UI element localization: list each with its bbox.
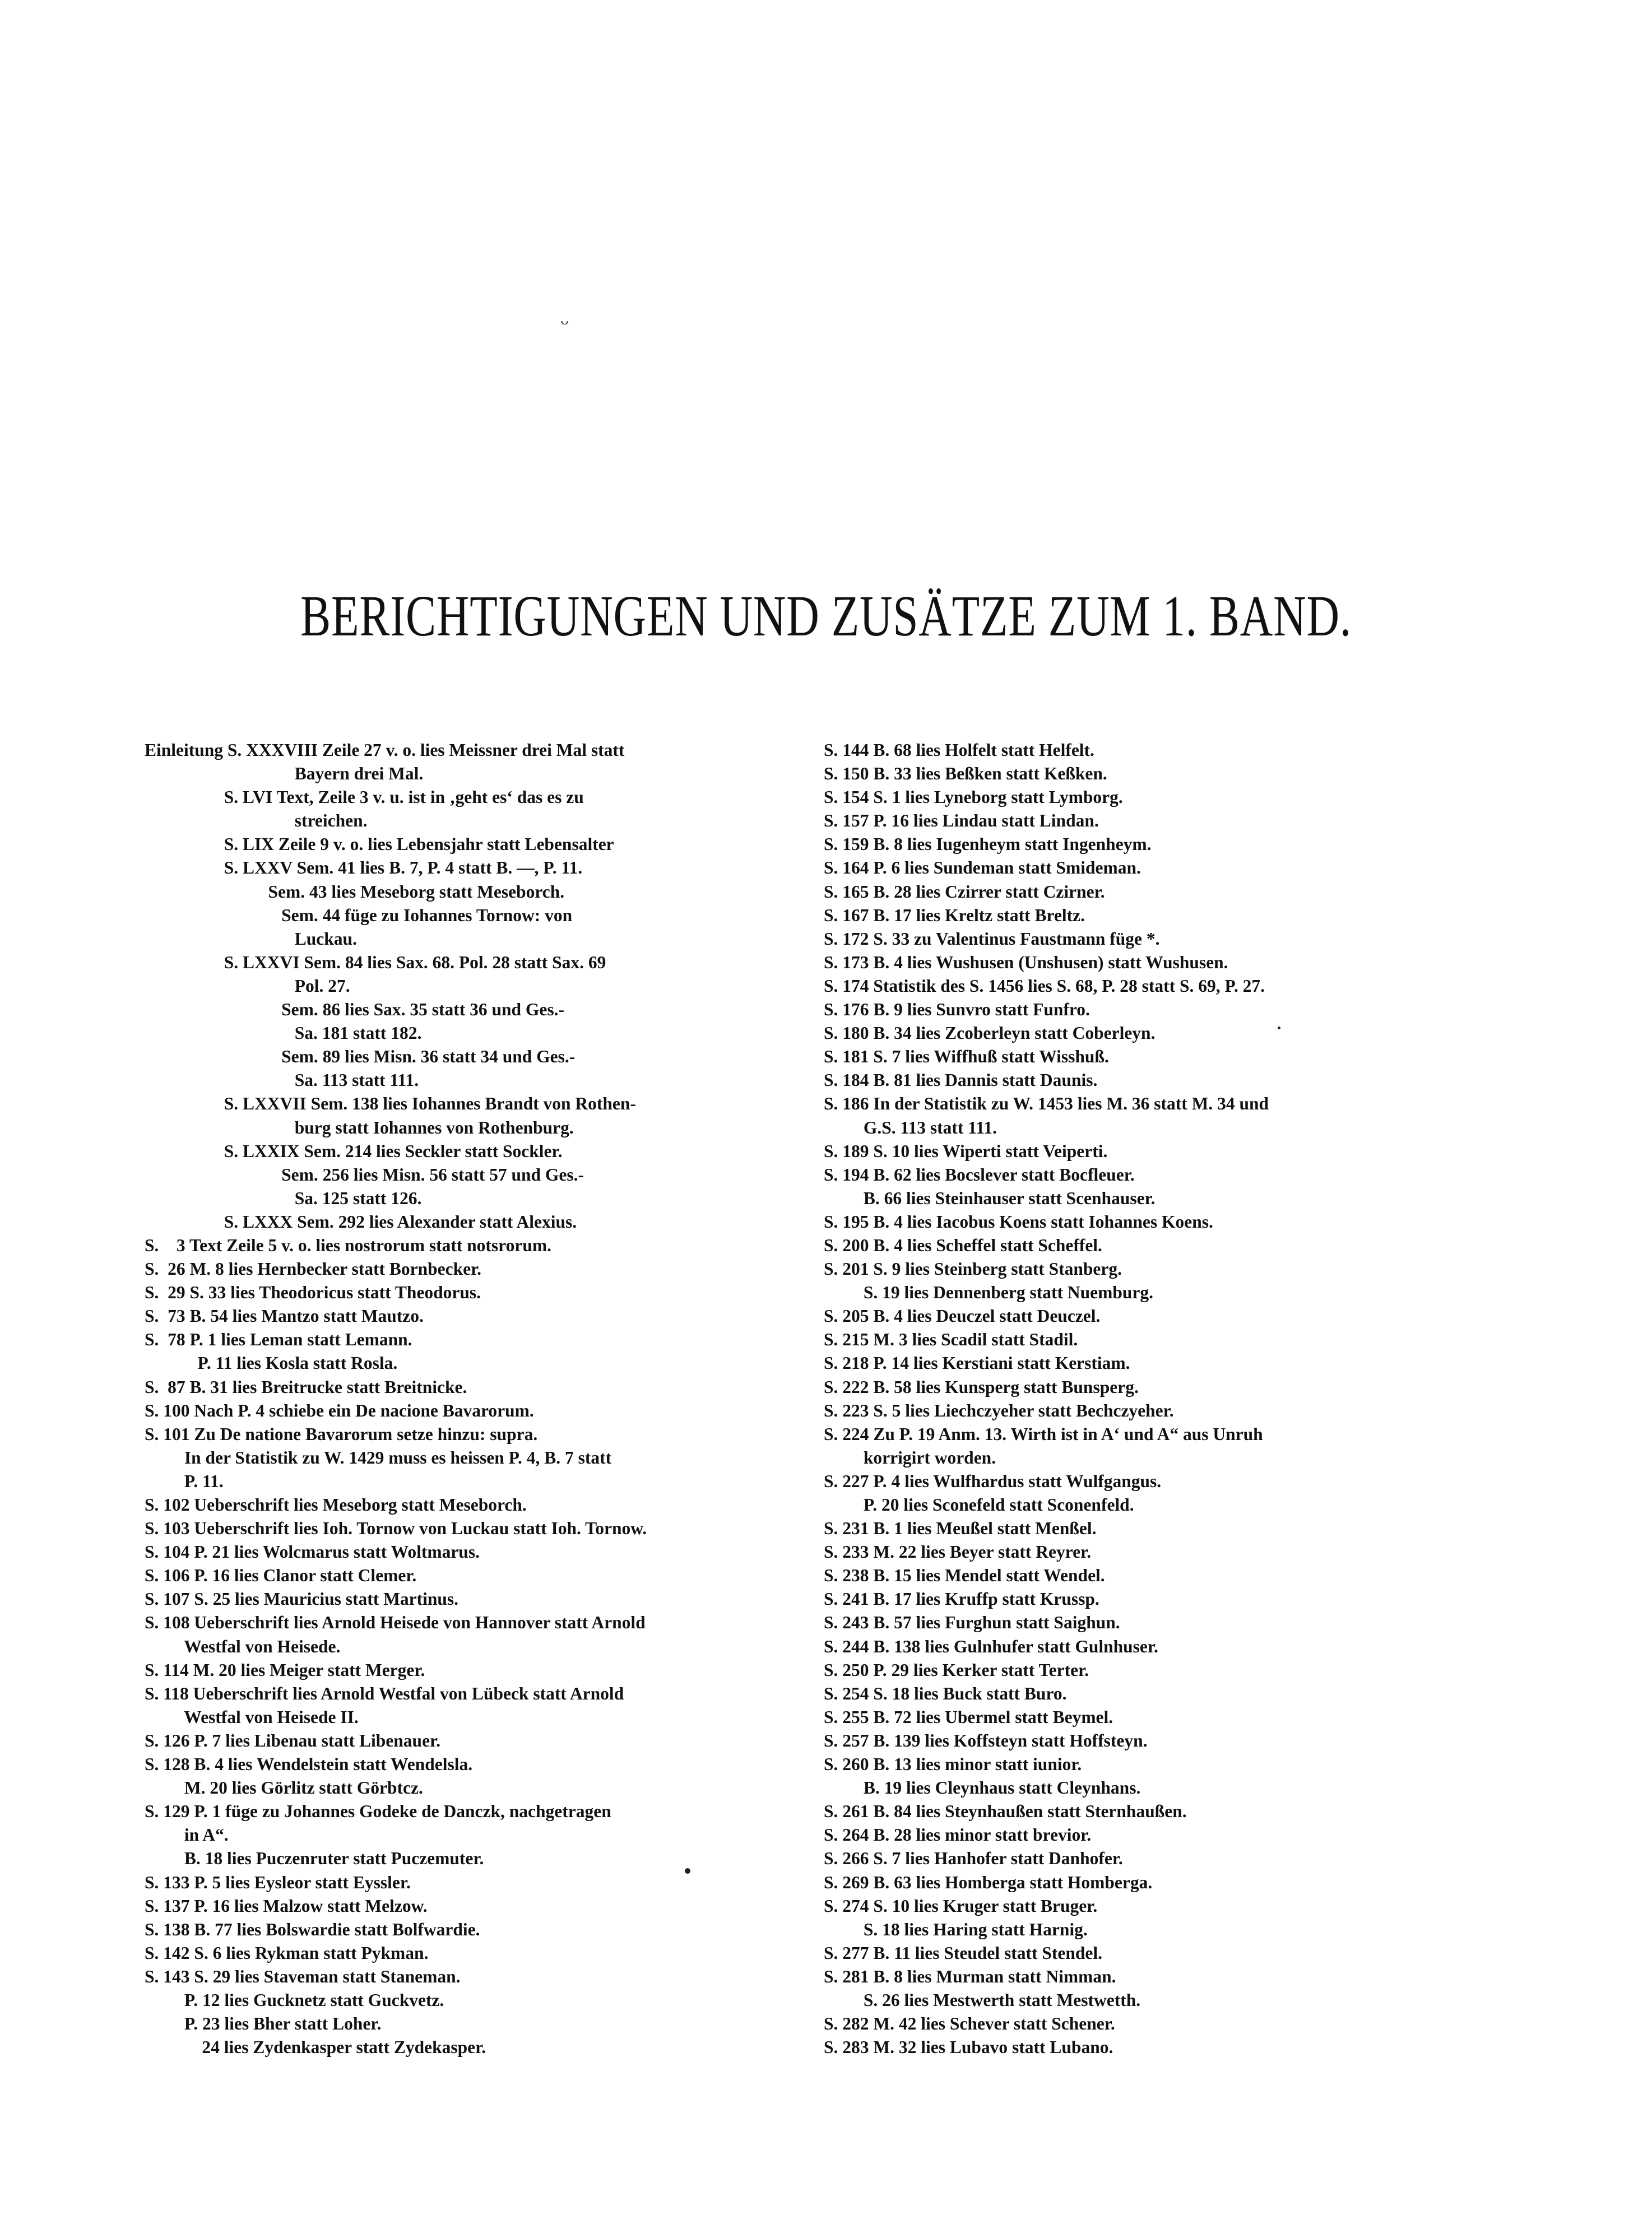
correction-line: B. 18 lies Puczenruter statt Puczemuter. [145,1849,484,1869]
correction-line: S. 78 P. 1 lies Leman statt Lemann. [145,1330,412,1350]
correction-line: S. 184 B. 81 lies Dannis statt Daunis. [824,1070,1098,1090]
correction-line: S. 227 P. 4 lies Wulfhardus statt Wulfgangus. [824,1471,1162,1491]
correction-line: S. 106 P. 16 lies Clanor statt Clemer. [145,1566,417,1586]
correction-line: S. 174 Statistik des S. 1456 lies S. 68, P. 28 statt S. 69, P. 27. [824,976,1265,996]
correction-line: S. 87 B. 31 lies Breitrucke statt Breitnicke. [145,1377,467,1397]
correction-line: In der Statistik zu W. 1429 muss es heissen P. 4, B. 7 statt [145,1447,612,1468]
correction-line: S. 283 M. 32 lies Lubavo statt Lubano. [824,2037,1113,2058]
correction-line: korrigirt worden. [824,1447,996,1468]
correction-line: P. 20 lies Sconefeld statt Sconenfeld. [824,1495,1134,1515]
correction-line: S. 186 In der Statistik zu W. 1453 lies M. 36 statt M. 34 und [824,1094,1269,1114]
correction-line: S. 266 S. 7 lies Hanhofer statt Danhofer. [824,1849,1123,1869]
correction-line: S. 224 Zu P. 19 Anm. 13. Wirth ist in A‘ und A“ aus Unruh [824,1424,1263,1444]
correction-line: Sa. 181 statt 182. [145,1023,422,1043]
correction-line: S. 118 Ueberschrift lies Arnold Westfal von Lübeck statt Arnold [145,1683,624,1703]
correction-line: S. 260 B. 13 lies minor statt iunior. [824,1754,1082,1775]
correction-line: S. 261 B. 84 lies Steynhaußen statt Sternhaußen. [824,1801,1187,1822]
correction-line: S. 222 B. 58 lies Kunsperg statt Bunsperg. [824,1377,1139,1397]
correction-line: S. 277 B. 11 lies Steudel statt Stendel. [824,1943,1103,1963]
correction-line: S. 102 Ueberschrift lies Meseborg statt Meseborch. [145,1495,527,1515]
correction-line: S. 157 P. 16 lies Lindau statt Lindan. [824,811,1099,831]
correction-line: S. 274 S. 10 lies Kruger statt Bruger. [824,1896,1098,1916]
correction-line: Einleitung S. XXXVIII Zeile 27 v. o. lies Meissner drei Mal statt [145,740,625,760]
correction-line: S. 200 B. 4 lies Scheffel statt Scheffel. [824,1235,1102,1255]
correction-line: S. 150 B. 33 lies Beßken statt Keßken. [824,764,1107,784]
correction-line: Pol. 27. [145,976,350,996]
correction-line: B. 66 lies Steinhauser statt Scenhauser. [824,1188,1156,1208]
correction-line: burg statt Iohannes von Rothenburg. [145,1117,574,1137]
correction-line: S. 138 B. 77 lies Bolswardie statt Bolfwardie. [145,1919,480,1939]
correction-line: S. 231 B. 1 lies Meußel statt Menßel. [824,1518,1097,1539]
correction-line: S. 181 S. 7 lies Wiffhuß statt Wisshuß. [824,1047,1109,1067]
correction-line: S. 137 P. 16 lies Malzow statt Melzow. [145,1896,428,1916]
correction-line: S. 100 Nach P. 4 schiebe ein De nacione Bavarorum. [145,1400,534,1420]
correction-line: S. 18 lies Haring statt Harnig. [824,1919,1088,1939]
correction-line: S. 233 M. 22 lies Beyer statt Reyrer. [824,1542,1092,1562]
correction-line: S. 164 P. 6 lies Sundeman statt Smideman. [824,858,1141,878]
correction-line: S. 195 B. 4 lies Iacobus Koens statt Iohannes Koens. [824,1211,1213,1232]
correction-line: S. 101 Zu De natione Bavarorum setze hinzu: supra. [145,1424,538,1444]
correction-line: M. 20 lies Görlitz statt Görbtcz. [145,1778,423,1798]
correction-line: S. 129 P. 1 füge zu Johannes Godeke de Danczk, nachgetragen [145,1801,611,1822]
correction-line: S. 128 B. 4 lies Wendelstein statt Wendelsla. [145,1754,473,1775]
correction-line: S. 107 S. 25 lies Mauricius statt Martinus. [145,1589,459,1609]
correction-line: S. 172 S. 33 zu Valentinus Faustmann füge *. [824,928,1160,949]
correction-line: S. 215 M. 3 lies Scadil statt Stadil. [824,1330,1078,1350]
correction-line: S. 176 B. 9 lies Sunvro statt Funfro. [824,1000,1090,1020]
stray-mark: ᵕ [560,312,569,337]
correction-line: S. LVI Text, Zeile 3 v. u. ist in ‚geht es‘ das es zu [145,787,584,807]
corrections-left-column [145,739,806,2059]
correction-line: S. LXXX Sem. 292 lies Alexander statt Alexius. [145,1211,577,1232]
correction-line: S. 159 B. 8 lies Iugenheym statt Ingenheym. [824,834,1152,855]
correction-line: S. 173 B. 4 lies Wushusen (Unshusen) statt Wushusen. [824,952,1228,972]
correction-line: S. 126 P. 7 lies Libenau statt Libenauer. [145,1730,441,1750]
correction-line: S. 205 B. 4 lies Deuczel statt Deuczel. [824,1306,1101,1326]
correction-line: S. 244 B. 138 lies Gulnhufer statt Gulnhuser. [824,1636,1158,1656]
correction-line: S. 142 S. 6 lies Rykman statt Pykman. [145,1943,429,1963]
correction-line: S. 201 S. 9 lies Steinberg statt Stanberg. [824,1259,1122,1279]
correction-line: S. 3 Text Zeile 5 v. o. lies nostrorum statt notsrorum. [145,1235,551,1255]
correction-line: Westfal von Heisede II. [145,1707,359,1727]
correction-line: S. 194 B. 62 lies Bocslever statt Bocfleuer. [824,1164,1135,1185]
correction-line: P. 11 lies Kosla statt Rosla. [145,1353,398,1373]
correction-line: S. 26 M. 8 lies Hernbecker statt Bornbecker. [145,1259,482,1279]
correction-line: S. 243 B. 57 lies Furghun statt Saighun. [824,1613,1120,1633]
correction-line: P. 12 lies Gucknetz statt Guckvetz. [145,1990,444,2010]
correction-line: S. 114 M. 20 lies Meiger statt Merger. [145,1660,425,1680]
correction-line: in A“. [145,1825,229,1845]
ink-dot [685,1868,690,1874]
correction-line: S. 103 Ueberschrift lies Ioh. Tornow von Luckau statt Ioh. Tornow. [145,1518,647,1539]
correction-line: S. 165 B. 28 lies Czirrer statt Czirner. [824,881,1105,902]
correction-line: S. 144 B. 68 lies Holfelt statt Helfelt. [824,740,1094,760]
correction-line: Sem. 256 lies Misn. 56 statt 57 und Ges.- [145,1164,584,1185]
correction-line: S. 73 B. 54 lies Mantzo statt Mautzo. [145,1306,424,1326]
page-title: BERICHTIGUNGEN UND ZUSÄTZE ZUM 1. BAND. [300,584,1352,648]
correction-line: S. LIX Zeile 9 v. o. lies Lebensjahr statt Lebensalter [145,834,614,855]
correction-line: S. 264 B. 28 lies minor statt brevior. [824,1825,1092,1845]
correction-line: S. 269 B. 63 lies Homberga statt Homberga. [824,1872,1153,1892]
correction-line: S. 189 S. 10 lies Wiperti statt Veiperti. [824,1141,1108,1161]
correction-line: S. 257 B. 139 lies Koffsteyn statt Hoffsteyn. [824,1730,1148,1750]
correction-line: S. 143 S. 29 lies Staveman statt Staneman. [145,1966,461,1986]
correction-line: S. 218 P. 14 lies Kerstiani statt Kerstiam. [824,1353,1130,1373]
correction-line: S. 180 B. 34 lies Zcoberleyn statt Coberleyn. [824,1023,1156,1043]
correction-line: P. 23 lies Bher statt Loher. [145,2014,382,2034]
corrections-right-column [824,739,1519,2059]
correction-line: S. 19 lies Dennenberg statt Nuemburg. [824,1283,1153,1303]
correction-line: S. 167 B. 17 lies Kreltz statt Breltz. [824,905,1085,925]
correction-line: Westfal von Heisede. [145,1636,341,1656]
correction-line: S. 29 S. 33 lies Theodoricus statt Theodorus. [145,1283,481,1303]
correction-line: S. 104 P. 21 lies Wolcmarus statt Woltmarus. [145,1542,480,1562]
correction-line: streichen. [145,811,368,831]
correction-line: Bayern drei Mal. [145,764,424,784]
correction-line: S. LXXVII Sem. 138 lies Iohannes Brandt von Rothen- [145,1094,636,1114]
correction-line: S. LXXV Sem. 41 lies B. 7, P. 4 statt B. —, P. 11. [145,858,583,878]
correction-line: S. 254 S. 18 lies Buck statt Buro. [824,1683,1067,1703]
correction-line: S. LXXVI Sem. 84 lies Sax. 68. Pol. 28 statt Sax. 69 [145,952,606,972]
correction-line: S. 238 B. 15 lies Mendel statt Wendel. [824,1566,1105,1586]
correction-line: S. 223 S. 5 lies Liechczyeher statt Bechczyeher. [824,1400,1174,1420]
correction-line: P. 11. [145,1471,224,1491]
correction-line: Sem. 43 lies Meseborg statt Meseborch. [145,881,565,902]
correction-line: S. 108 Ueberschrift lies Arnold Heisede von Hannover statt Arnold [145,1613,646,1633]
correction-line: Luckau. [145,928,357,949]
correction-line: S. 133 P. 5 lies Eysleor statt Eyssler. [145,1872,411,1892]
correction-line: Sa. 113 statt 111. [145,1070,419,1090]
correction-line: Sem. 89 lies Misn. 36 statt 34 und Ges.- [145,1047,576,1067]
correction-line: G.S. 113 statt 111. [824,1117,997,1137]
correction-line: Sa. 125 statt 126. [145,1188,422,1208]
correction-line: B. 19 lies Cleynhaus statt Cleynhans. [824,1778,1141,1798]
correction-line: S. 282 M. 42 lies Schever statt Schener. [824,2014,1115,2034]
ink-dot [1278,1027,1280,1029]
correction-line: S. 255 B. 72 lies Ubermel statt Beymel. [824,1707,1113,1727]
correction-line: S. 250 P. 29 lies Kerker statt Terter. [824,1660,1089,1680]
correction-line: S. LXXIX Sem. 214 lies Seckler statt Sockler. [145,1141,563,1161]
correction-line: S. 241 B. 17 lies Kruffp statt Krussp. [824,1589,1099,1609]
correction-line: S. 281 B. 8 lies Murman statt Nimman. [824,1966,1116,1986]
correction-line: Sem. 86 lies Sax. 35 statt 36 und Ges.- [145,1000,565,1020]
correction-line: Sem. 44 füge zu Iohannes Tornow: von [145,905,573,925]
correction-line: S. 26 lies Mestwerth statt Mestwetth. [824,1990,1141,2010]
correction-line: S. 154 S. 1 lies Lyneborg statt Lymborg. [824,787,1123,807]
correction-line: 24 lies Zydenkasper statt Zydekasper. [145,2037,486,2058]
